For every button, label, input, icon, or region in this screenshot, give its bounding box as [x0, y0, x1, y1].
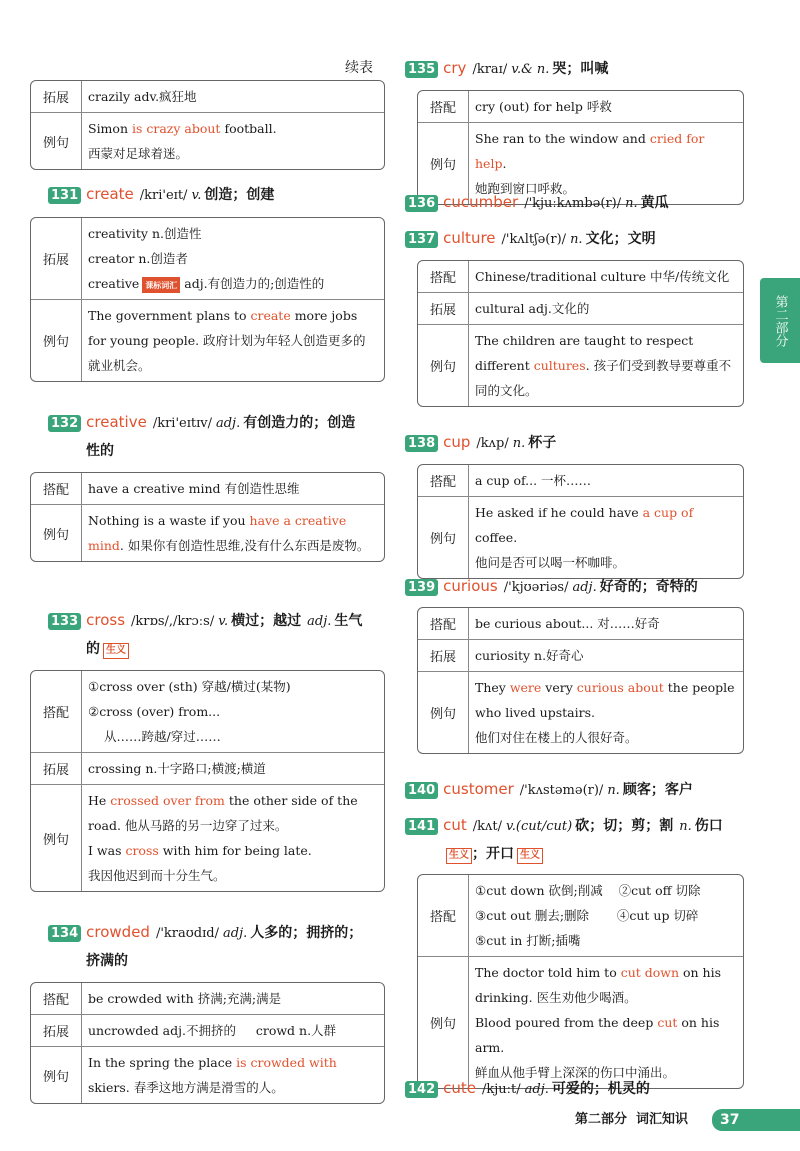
headword-132: 132 creative /kri'eɪtɪv/ adj. 有创造力的；创造	[48, 412, 355, 432]
tuozhan-text: uncrowded adj.不拥挤的 crowd n.人群	[88, 1023, 337, 1038]
example-text: In the spring the place is crowded with skiers. 春季这地方满是滑雪的人。	[88, 1055, 337, 1095]
table-133	[30, 670, 385, 892]
headword-140: 140 customer /'kʌstəmə(r)/ n. 顾客；客户	[405, 779, 693, 799]
shengyi-tag: 生义	[517, 848, 543, 864]
tuozhan-text: creativity n.创造性 creator n.创造者 creative 课标词汇 adj.有创造力的;创造性的	[88, 226, 325, 291]
tuozhan-text: curiosity n.好奇心	[475, 648, 584, 663]
label-dapei: 搭配	[418, 875, 469, 956]
label-liju: 例句	[31, 1047, 82, 1103]
label-tuozhan: 拓展	[418, 640, 469, 671]
headword-139: 139 curious /'kjʊəriəs/ adj. 好奇的；奇特的	[405, 576, 698, 596]
dapei-text: cry (out) for help 呼救	[475, 99, 612, 114]
label-liju: 例句	[418, 957, 469, 1088]
label-dapei: 搭配	[418, 608, 469, 639]
label-liju: 例句	[418, 497, 469, 578]
headword-133: 133 cross /krɒs/,/krɔːs/ v. 横过；越过 adj. 生气	[48, 610, 362, 630]
label-liju: 例句	[418, 325, 469, 406]
page-number: 37	[712, 1109, 800, 1131]
dapei-text: a cup of... 一杯……	[475, 473, 592, 488]
headword-133-cont: 的 生义	[86, 638, 129, 659]
label-dapei: 搭配	[31, 983, 82, 1014]
example-text: The government plans to create more jobs for young people. 政府计划为年轻人创造更多的就业机会。	[88, 308, 366, 373]
label-tuozhan: 拓展	[31, 81, 82, 112]
label-dapei: 搭配	[31, 671, 82, 752]
table-138	[417, 464, 744, 579]
label-tuozhan: 拓展	[418, 293, 469, 324]
dapei-text: be curious about... 对……好奇	[475, 616, 660, 631]
continued-table	[30, 80, 385, 170]
label-dapei: 搭配	[418, 465, 469, 496]
example-text: The doctor told him to cut down on his drinking. 医生劝他少喝酒。 Blood poured from the deep cut on his arm. 鲜血从他手臂上深深的伤口中涌出。	[475, 965, 722, 1080]
label-liju: 例句	[418, 123, 469, 204]
tuozhan-text: crazily adv.疯狂地	[88, 89, 197, 104]
dapei-text: Chinese/traditional culture 中华/传统文化	[475, 269, 730, 284]
example-text: Simon is crazy about football. 西蒙对足球着迷。	[88, 121, 277, 161]
headword-135: 135 cry /kraɪ/ v.& n. 哭；叫喊	[405, 58, 608, 78]
section-side-tab: 第二部分	[760, 278, 800, 363]
example-text: Nothing is a waste if you have a creative mind. 如果你有创造性思维,没有什么东西是废物。	[88, 513, 370, 553]
headword-137: 137 culture /'kʌltʃə(r)/ n. 文化；文明	[405, 228, 656, 248]
headword-131: 131 create /kri'eɪt/ v. 创造；创建	[48, 184, 274, 204]
table-137	[417, 260, 744, 407]
headword-142: 142 cute /kjuːt/ adj. 可爱的；机灵的	[405, 1078, 650, 1098]
headword-141: 141 cut /kʌt/ v.(cut/cut) 砍；切；剪；割 n. 伤口	[405, 815, 723, 835]
table-131	[30, 217, 385, 382]
label-liju: 例句	[31, 300, 82, 381]
label-tuozhan: 拓展	[31, 753, 82, 784]
dapei-text: ①cut down 砍倒;削减 ②cut off 切除 ③cut out 删去;删除 ④cut up 切碎 ⑤cut in 打断;插嘴	[475, 883, 701, 948]
label-dapei: 搭配	[418, 261, 469, 292]
label-liju: 例句	[418, 672, 469, 753]
table-132	[30, 472, 385, 562]
dapei-text: be crowded with 挤满;充满;满是	[88, 991, 282, 1006]
label-tuozhan: 拓展	[31, 1015, 82, 1046]
label-liju: 例句	[31, 113, 82, 169]
example-text: The children are taught to respect different cultures. 孩子们受到教导要尊重不同的文化。	[475, 333, 732, 398]
table-134	[30, 982, 385, 1104]
tuozhan-text: cultural adj.文化的	[475, 301, 590, 316]
example-text: He crossed over from the other side of the road. 他从马路的另一边穿了过来。 I was cross with him for being late. 我因他迟到而十分生气。	[88, 793, 358, 883]
dapei-text: have a creative mind 有创造性思维	[88, 481, 300, 496]
shengyi-tag: 生义	[103, 643, 129, 659]
headword-134-cont: 挤满的	[86, 953, 128, 969]
example-text: They were very curious about the people who lived upstairs. 他们对住在楼上的人很好奇。	[475, 680, 735, 745]
table-141	[417, 874, 744, 1089]
headword-138: 138 cup /kʌp/ n. 杯子	[405, 432, 556, 452]
example-text: He asked if he could have a cup of coffee. 他问是否可以喝一杯咖啡。	[475, 505, 694, 570]
headword-136: 136 cucumber /'kjuːkʌmbə(r)/ n. 黄瓜	[405, 192, 669, 212]
label-liju: 例句	[31, 505, 82, 561]
headword-141-cont: 生义 ；开口 生义	[443, 843, 543, 864]
headword-132-cont: 性的	[86, 443, 114, 459]
tuozhan-text: crossing n.十字路口;横渡;横道	[88, 761, 266, 776]
continued-label: 续表	[345, 60, 373, 76]
table-135	[417, 90, 744, 205]
label-liju: 例句	[31, 785, 82, 891]
label-dapei: 搭配	[418, 91, 469, 122]
kebiao-tag: 课标词汇	[142, 277, 180, 293]
footer-section-title: 第二部分 词汇知识	[575, 1112, 689, 1127]
example-text: She ran to the window and cried for help. 她跑到窗口呼救。	[475, 131, 705, 196]
label-tuozhan: 拓展	[31, 218, 82, 299]
headword-134: 134 crowded /'kraʊdɪd/ adj. 人多的；拥挤的；	[48, 922, 362, 942]
shengyi-tag: 生义	[446, 848, 472, 864]
table-139	[417, 607, 744, 754]
dapei-text: ①cross over (sth) 穿越/横过(某物) ②cross (over) from... 从……跨越/穿过……	[88, 679, 291, 744]
label-dapei: 搭配	[31, 473, 82, 504]
